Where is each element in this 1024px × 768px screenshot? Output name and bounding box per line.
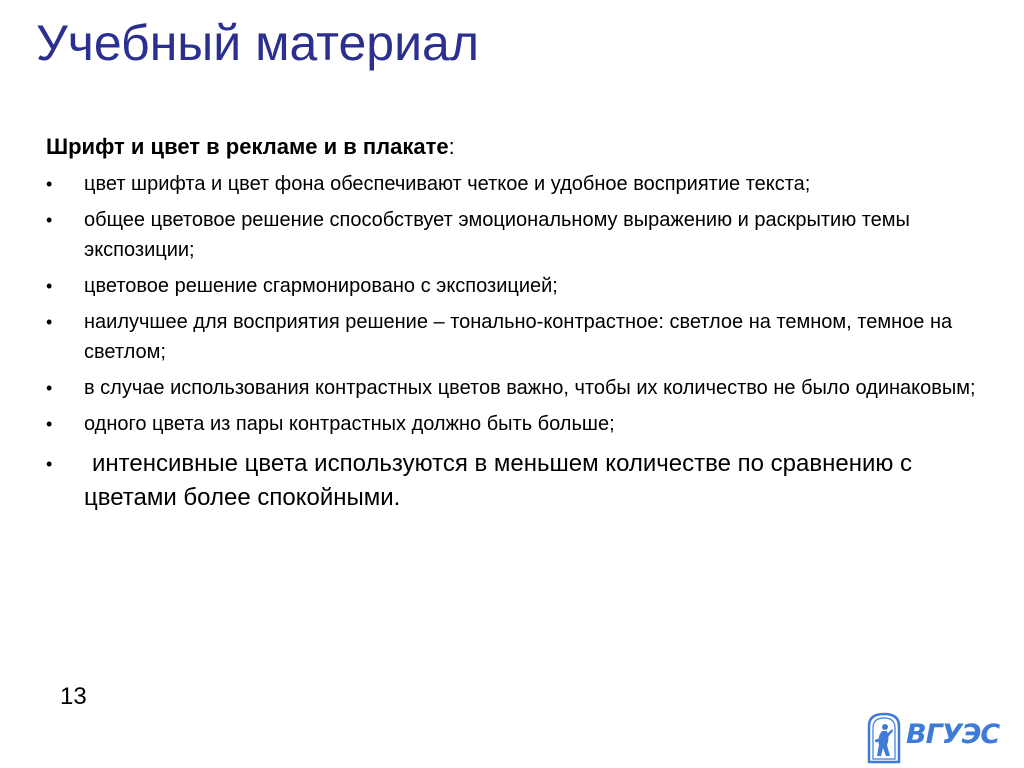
list-item-text: общее цветовое решение способствует эмоциональному выражению и раскрытию темы экспозиции; — [84, 209, 910, 261]
page-number: 13 — [60, 683, 87, 710]
bullet-icon: • — [46, 454, 53, 474]
bullet-icon: • — [46, 312, 53, 332]
list-item — [46, 169, 976, 199]
list-item-text: в случае использования контрастных цветов важно, чтобы их количество не было одинаковым; — [84, 377, 976, 399]
vguies-logo-icon — [866, 712, 902, 764]
section-heading — [46, 132, 976, 162]
list-item — [46, 205, 976, 265]
section-heading-colon: : — [448, 134, 455, 159]
list-item-text: одного цвета из пары контрастных должно быть больше; — [84, 413, 615, 435]
slide-title: Учебный материал — [36, 15, 480, 71]
bullet-icon: • — [46, 276, 53, 296]
list-item-text: цвет шрифта и цвет фона обеспечивают четкое и удобное восприятие текста; — [84, 173, 811, 195]
bullet-icon: • — [46, 414, 53, 434]
list-item — [46, 409, 976, 439]
section-heading-text: Шрифт и цвет в рекламе и в плакате — [46, 134, 449, 159]
slide-content — [46, 132, 976, 521]
list-item — [46, 373, 976, 403]
bullet-icon: • — [46, 210, 53, 230]
list-item — [46, 307, 976, 367]
bullet-list — [46, 169, 976, 515]
bullet-icon: • — [46, 174, 53, 194]
list-item — [46, 447, 976, 515]
list-item-text: интенсивные цвета используются в меньшем количестве по сравнению с цветами более спокойными. — [84, 450, 913, 511]
list-item-text: цветовое решение сгармонировано с экспозицией; — [84, 275, 558, 297]
logo-text: ВГУЭС — [906, 719, 1000, 750]
logo — [866, 712, 1000, 764]
list-item — [46, 271, 976, 301]
bullet-icon: • — [46, 378, 53, 398]
list-item-text: наилучшее для восприятия решение – тонально-контрастное: светлое на темном, темное на светлом; — [84, 311, 953, 363]
